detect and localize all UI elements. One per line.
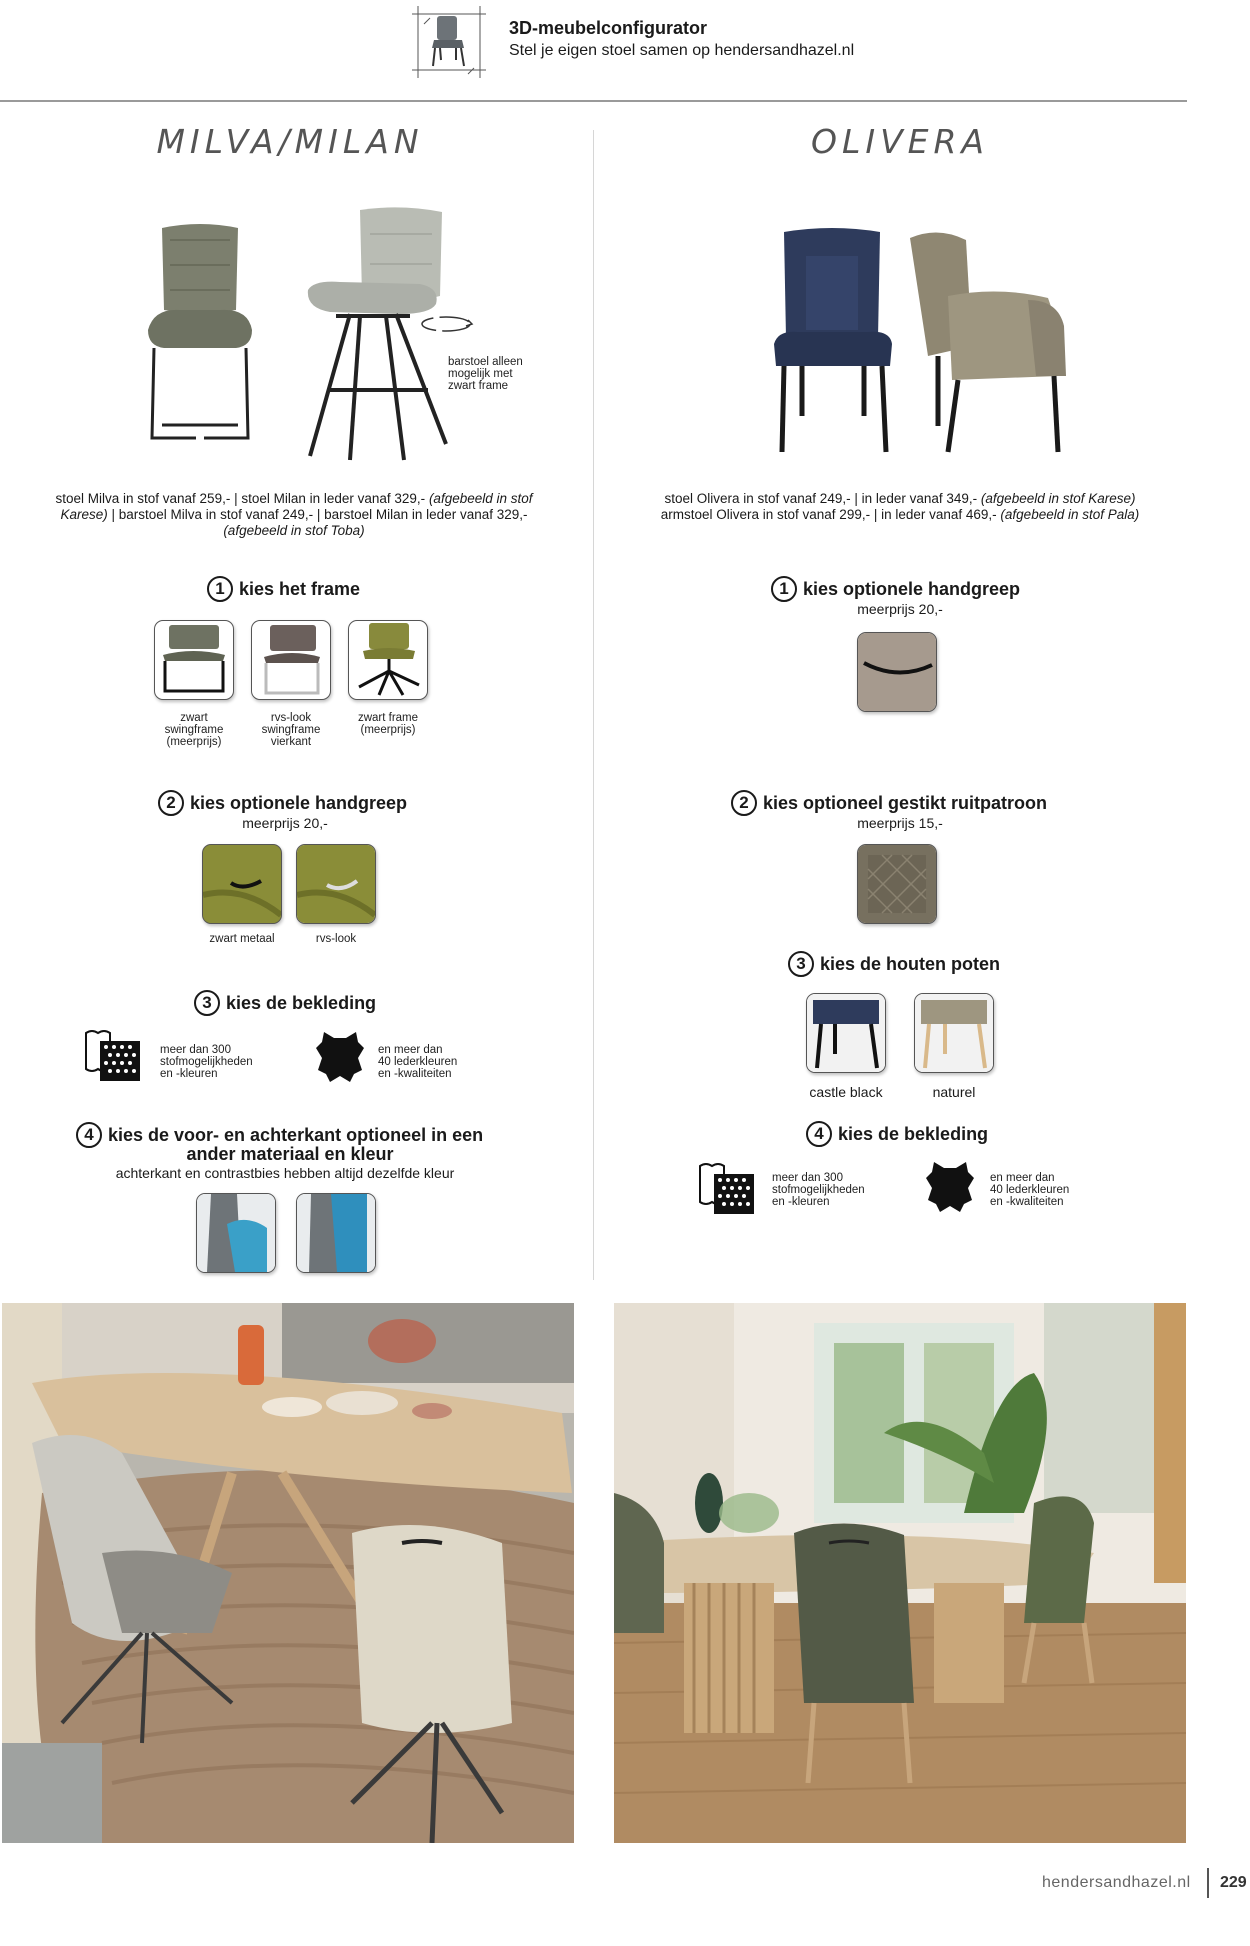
frame-option-label-line: rvs-look: [270, 712, 312, 724]
barstool-note-line: mogelijk met: [448, 368, 513, 380]
step-title: kies optioneel gestikt ruitpatroon: [763, 792, 1048, 813]
step-number: 1: [207, 576, 233, 602]
caption-italic: (afgebeeld in stof: [428, 491, 533, 506]
frame-option-label: [241, 712, 341, 748]
handle-option-label: rvs-look: [315, 933, 357, 945]
frame-option-label-line: swingframe: [261, 724, 321, 736]
olivera-title: OLIVERA: [810, 122, 990, 161]
step-title: kies de voor- en achterkant optioneel in een: [108, 1124, 484, 1145]
step-choose-legs: [788, 951, 1000, 977]
legs-option-castle-black[interactable]: [806, 993, 886, 1073]
milva-dining-photo: [2, 1303, 574, 1843]
fabric-options-line: stofmogelijkheden: [160, 1056, 253, 1068]
barstool-note-line: zwart frame: [448, 380, 509, 392]
caption-text: stoel Olivera in stof vanaf 249,- | in leder vanaf 349,-: [664, 491, 981, 506]
frame-option-label-line: zwart frame: [357, 712, 419, 724]
frame-option-label-line: zwart: [180, 712, 208, 724]
frame-option-rvs-swing[interactable]: [251, 620, 331, 700]
step-title-continued: ander materiaal en kleur: [186, 1144, 394, 1164]
frame-option-black-swing[interactable]: [154, 620, 234, 700]
caption-text: stoel Milva in stof vanaf 259,- | stoel Milan in leder vanaf 329,-: [55, 491, 429, 506]
barstool-note: [448, 356, 523, 392]
fabric-options-text: [772, 1172, 865, 1208]
frame-option-label-line: swingframe: [164, 724, 224, 736]
column-divider: [593, 130, 594, 1280]
contrast-option-1[interactable]: [196, 1193, 276, 1273]
step-title: kies het frame: [239, 578, 361, 599]
leather-hide-icon: [314, 1030, 366, 1084]
step-number: 3: [194, 990, 220, 1016]
fabric-options-line: meer dan 300: [160, 1044, 231, 1056]
frame-option-label-line: (meerprijs): [360, 724, 416, 736]
step-number: 4: [806, 1121, 832, 1147]
leather-options-line: en -kwaliteiten: [378, 1068, 452, 1080]
step-choose-handle: [771, 576, 1020, 602]
step-choose-frame: [207, 576, 360, 602]
chair-3d-icon: [410, 4, 488, 80]
leather-options-line: en meer dan: [378, 1044, 443, 1056]
fabric-options-text: [160, 1044, 253, 1080]
step-choose-quilted: [731, 790, 1047, 816]
fabric-swatch-icon: [696, 1162, 758, 1218]
swivel-arrow-icon: [418, 312, 474, 336]
legs-option-label: castle black: [809, 1084, 883, 1100]
olivera-chair-image: [768, 226, 898, 456]
olivera-caption: [610, 491, 1190, 523]
step-title: kies optionele handgreep: [190, 792, 408, 813]
step-number: 4: [76, 1122, 102, 1148]
olivera-armchair-image: [908, 226, 1068, 456]
footer-divider: [1207, 1868, 1209, 1898]
frame-option-label: [338, 712, 438, 736]
caption-text: armstoel Olivera in stof vanaf 299,- | in leder vanaf 469,-: [660, 507, 1001, 522]
barstool-note-line: barstoel alleen: [448, 356, 523, 368]
header-divider: [0, 100, 1187, 102]
quilted-pattern-option[interactable]: [857, 844, 937, 924]
frame-option-label-line: (meerprijs): [166, 736, 222, 748]
leather-hide-icon: [924, 1160, 976, 1214]
front-back-note: achterkant en contrastbies hebben altijd dezelfde kleur: [115, 1165, 455, 1181]
contrast-option-2[interactable]: [296, 1193, 376, 1273]
caption-italic: (afgebeeld in stof Pala): [1000, 507, 1140, 522]
quilted-surcharge: meerprijs 15,-: [857, 815, 943, 831]
leather-options-text: [378, 1044, 457, 1080]
frame-option-label: [144, 712, 244, 748]
page-number: 229: [1220, 1874, 1247, 1891]
leather-options-line: 40 lederkleuren: [378, 1056, 458, 1068]
handle-option-black-metal[interactable]: [202, 844, 282, 924]
handle-option-label: zwart metaal: [209, 933, 275, 945]
caption-text: | barstoel Milva in stof vanaf 249,- | barstoel Milan in leder vanaf 329,-: [107, 507, 528, 522]
milva-chair-image: [140, 220, 260, 450]
fabric-options-line: en -kleuren: [772, 1196, 830, 1208]
step-title: kies de houten poten: [820, 953, 1001, 974]
step-number: 2: [158, 790, 184, 816]
step-title: kies de bekleding: [226, 992, 377, 1013]
caption-italic: Karese): [60, 507, 108, 522]
leather-options-text: [990, 1172, 1069, 1208]
step-choose-handle: [158, 790, 407, 816]
caption-italic: (afgebeeld in stof Karese): [980, 491, 1136, 506]
handle-option[interactable]: [857, 632, 937, 712]
step-choose-upholstery: [806, 1121, 988, 1147]
step-number: 1: [771, 576, 797, 602]
leather-options-line: en -kwaliteiten: [990, 1196, 1064, 1208]
frame-option-label-line: vierkant: [270, 736, 312, 748]
step-title: kies optionele handgreep: [803, 578, 1021, 599]
milva-milan-title: MILVA/MILAN: [156, 122, 424, 161]
fabric-options-line: meer dan 300: [772, 1172, 843, 1184]
configurator-subtitle: Stel je eigen stoel samen op hendersandhazel.nl: [509, 42, 855, 59]
step-number: 2: [731, 790, 757, 816]
legs-option-naturel[interactable]: [914, 993, 994, 1073]
step-title: kies de bekleding: [838, 1123, 989, 1144]
handle-surcharge: meerprijs 20,-: [857, 601, 943, 617]
frame-option-black-star[interactable]: [348, 620, 428, 700]
handle-option-rvs[interactable]: [296, 844, 376, 924]
olivera-dining-photo: [614, 1303, 1186, 1843]
fabric-options-line: stofmogelijkheden: [772, 1184, 865, 1196]
caption-italic: (afgebeeld in stof Toba): [223, 523, 365, 538]
step-number: 3: [788, 951, 814, 977]
fabric-swatch-icon: [82, 1029, 144, 1085]
legs-option-label: naturel: [932, 1084, 976, 1100]
handle-surcharge: meerprijs 20,-: [242, 815, 328, 831]
configurator-title: 3D-meubelconfigurator: [509, 18, 708, 38]
leather-options-line: en meer dan: [990, 1172, 1055, 1184]
milva-milan-caption: [10, 491, 578, 539]
fabric-options-line: en -kleuren: [160, 1068, 218, 1080]
leather-options-line: 40 lederkleuren: [990, 1184, 1070, 1196]
step-choose-upholstery: [194, 990, 376, 1016]
footer-website: hendersandhazel.nl: [1042, 1874, 1191, 1891]
